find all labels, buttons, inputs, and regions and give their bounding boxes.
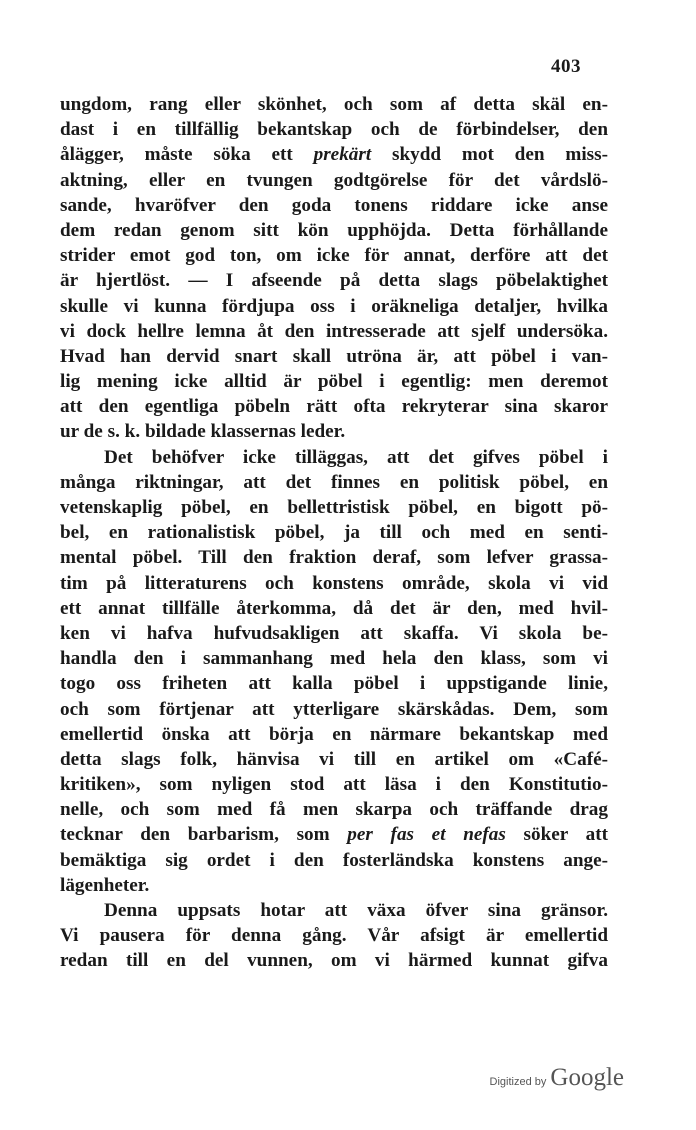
text-line: lägenheter. bbox=[60, 874, 150, 896]
text-line: vetenskaplig pöbel, en bellettristisk pöbel, en bigott pö- bbox=[60, 497, 608, 518]
digitized-watermark bbox=[490, 1064, 624, 1092]
text-line: detta slags folk, hänvisa vi till en artikel om «Café- bbox=[60, 748, 608, 770]
text-line: sande, hvaröfver den goda tonens riddare icke anse bbox=[60, 194, 608, 216]
text-line: bel, en rationalistisk pöbel, ja till och med en senti- bbox=[60, 522, 608, 544]
italic-term: per fas et nefas bbox=[347, 824, 506, 846]
text-line: emellertid önska att börja en närmare bekantskap med bbox=[60, 723, 608, 745]
text-line: Hvad han dervid snart skall utröna är, att pöbel i van- bbox=[60, 345, 608, 367]
text-line bbox=[60, 142, 608, 167]
text-line: ungdom, rang eller skönhet, och som af detta skäl en- bbox=[60, 94, 608, 115]
text-line: strider emot god ton, om icke för annat, derföre att det bbox=[60, 245, 608, 267]
text-line: skulle vi kunna fördjupa oss i oräkneliga detaljer, hvilka bbox=[60, 295, 608, 317]
text-segment: söker att bbox=[505, 824, 608, 846]
text-line: handla den i sammanhang med hela den klass, som vi bbox=[60, 648, 608, 670]
text-line: är hjertlöst. — I afseende på detta slags pöbelaktighet bbox=[60, 270, 608, 292]
italic-term: prekärt bbox=[313, 144, 372, 166]
text-line: och som förtjenar att ytterligare skärskådas. Dem, som bbox=[60, 698, 608, 720]
text-line: mental pöbel. Till den fraktion deraf, som lefver grassa- bbox=[60, 547, 608, 569]
text-line: att den egentliga pöbeln rätt ofta rekryterar sina skaror bbox=[60, 396, 608, 418]
text-line: nelle, och som med få men skarpa och träffande drag bbox=[60, 799, 608, 821]
text-line: dem redan genom sitt kön upphöjda. Detta förhållande bbox=[60, 219, 608, 241]
text-line: Vi pausera för denna gång. Vår afsigt är emellertid bbox=[60, 925, 608, 947]
text-line: många riktningar, att det finnes en politisk pöbel, en bbox=[60, 471, 608, 493]
text-line: ur de s. k. bildade klassernas leder. bbox=[60, 421, 346, 443]
watermark-prefix: Digitized by bbox=[489, 1076, 547, 1088]
page-number: 403 bbox=[551, 56, 581, 77]
text-line: tim på litteraturens och konstens område, skola vi vid bbox=[60, 572, 608, 594]
text-segment: skydd mot den miss- bbox=[371, 144, 608, 166]
text-line: lig mening icke alltid är pöbel i egentlig: men deremot bbox=[60, 371, 608, 393]
text-line: dast i en tillfällig bekantskap och de förbindelser, den bbox=[60, 119, 608, 141]
google-logo-text: Google bbox=[550, 1064, 624, 1091]
body-text bbox=[60, 92, 608, 974]
text-line: togo oss friheten att kalla pöbel i uppstigande linie, bbox=[60, 673, 608, 695]
paragraph-start-line: Denna uppsats hotar att växa öfver sina gränsor. bbox=[104, 900, 608, 921]
text-segment: ålägger, måste söka ett bbox=[60, 144, 314, 166]
text-line: aktning, eller en tvungen godtgörelse för det vårdslö- bbox=[60, 169, 608, 191]
text-line: vi dock hellre lemna åt den intresserade att sjelf undersöka. bbox=[60, 320, 608, 342]
text-line: bemäktiga sig ordet i den fosterländska konstens ange- bbox=[60, 849, 608, 871]
text-line: redan till en del vunnen, om vi härmed kunnat gifva bbox=[60, 950, 608, 972]
text-segment: tecknar den barbarism, som bbox=[60, 824, 348, 846]
text-line: ken vi hafva hufvudsakligen att skaffa. Vi skola be- bbox=[60, 622, 608, 644]
paragraph-start-line: Det behöfver icke tilläggas, att det gifves pöbel i bbox=[104, 446, 608, 468]
text-line: kritiken», som nyligen stod att läsa i den Konstitutio- bbox=[60, 774, 608, 796]
text-line bbox=[60, 822, 608, 847]
text-line: ett annat tillfälle återkomma, då det är den, med hvil- bbox=[60, 597, 608, 619]
